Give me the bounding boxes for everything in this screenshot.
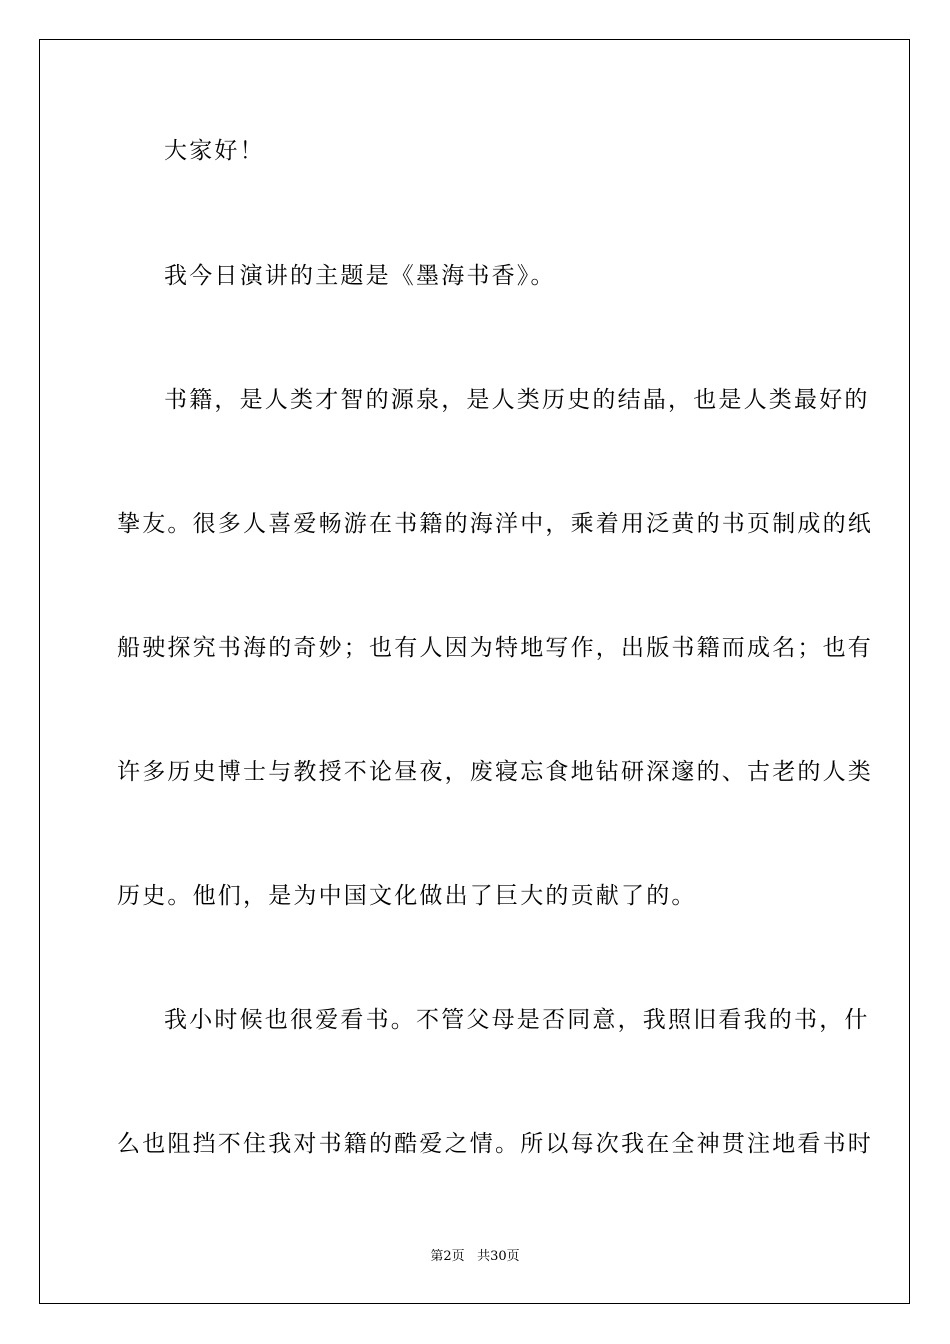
paragraph-line: 许多历史博士与教授不论昼夜，废寝忘食地钻研深邃的、古老的人类 [117, 759, 873, 785]
paragraph-line: 书籍，是人类才智的源泉，是人类历史的结晶，也是人类最好的 [164, 387, 870, 413]
paragraph-line: 历史。他们，是为中国文化做出了巨大的贡献了的。 [117, 883, 697, 909]
topic-line: 我今日演讲的主题是《墨海书香》。 [164, 263, 556, 289]
page-number: 第2页 [430, 1249, 465, 1264]
page-footer [0, 1248, 950, 1266]
page-border [39, 39, 910, 1304]
paragraph-line: 船驶探究书海的奇妙；也有人因为特地写作，出版书籍而成名；也有 [117, 635, 873, 661]
paragraph-line: 我小时候也很爱看书。不管父母是否同意，我照旧看我的书，什 [164, 1007, 870, 1033]
paragraph-line: 么也阻挡不住我对书籍的酷爱之情。所以每次我在全神贯注地看书时 [117, 1131, 873, 1157]
greeting-line: 大家好！ [164, 138, 265, 164]
paragraph-line: 挚友。很多人喜爱畅游在书籍的海洋中，乘着用泛黄的书页制成的纸 [117, 511, 873, 537]
total-pages: 共30页 [477, 1249, 520, 1264]
